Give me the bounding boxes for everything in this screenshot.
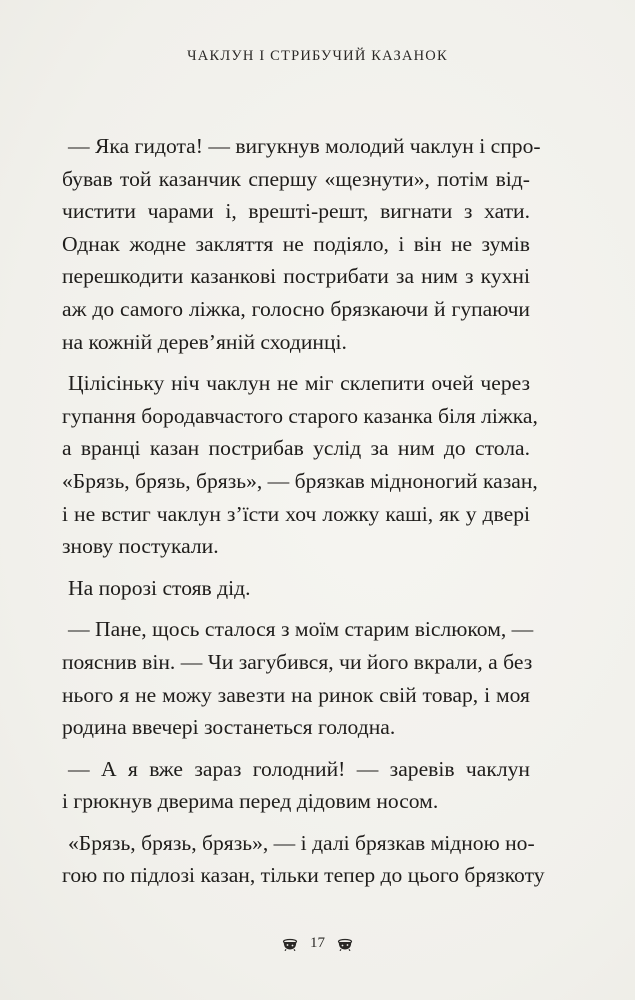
text-line: гупання бородавчастого старого казанка біля ліжка, [62,403,538,428]
text-line: бував той казанчик спершу «щезнути», потім від- [62,166,530,191]
body-text [62,130,545,892]
text-line: перешкодити казанкові пострибати за ним з кухні [62,264,530,289]
paragraph [62,367,538,563]
page-number: 17 [310,935,325,952]
paragraph [62,613,534,743]
text-line: і не встиг чаклун з’їсти хоч ложку каші, як у двері [62,501,530,526]
text-line: родина ввечері зостанеться голодна. [62,715,396,740]
cauldron-icon [337,937,353,951]
paragraph [62,130,541,358]
running-head: ЧАКЛУН І СТРИБУЧИЙ КАЗАНОК [187,48,448,64]
text-line: — Яка гидота! — вигукнув молодий чаклун і спро- [68,134,541,158]
text-line: гою по підлозі казан, тільки тепер до цього брязкоту [62,863,545,888]
text-line: і грюкнув дверима перед дідовим носом. [62,789,439,814]
text-line: «Брязь, брязь, брязь», — і далі брязкав мідною но- [68,830,535,855]
text-line: аж до самого ліжка, голосно брязкаючи й гупаючи [62,296,530,321]
text-line: чистити чарами і, врешті-решт, вигнати з хати. [62,199,530,224]
text-line: — А я вже зараз голодний! — заревів чаклун [68,756,530,781]
text-line: На порозі стояв дід. [68,575,251,600]
paragraph [62,827,545,892]
cauldron-icon [282,937,298,951]
paragraph [62,572,530,605]
page-footer [0,935,635,952]
text-line: Однак жодне закляття не подіяло, і він не зумів [62,231,530,256]
text-line: а вранці казан пострибав услід за ним до стола. [62,436,530,461]
text-line: «Брязь, брязь, брязь», — брязкав мідноногий казан, [62,468,538,493]
text-line: на кожній дерев’яній сходинці. [62,329,347,354]
text-line: знову постукали. [62,534,219,559]
text-line: Цілісіньку ніч чаклун не міг склепити очей через [68,371,530,396]
text-line: нього я не можу завезти на ринок свій товар, і моя [62,682,530,707]
text-line: — Пане, щось сталося з моїм старим віслюком, — [68,617,534,642]
paragraph [62,753,530,818]
text-line: пояснив він. — Чи загубився, чи його вкрали, а без [62,649,533,674]
